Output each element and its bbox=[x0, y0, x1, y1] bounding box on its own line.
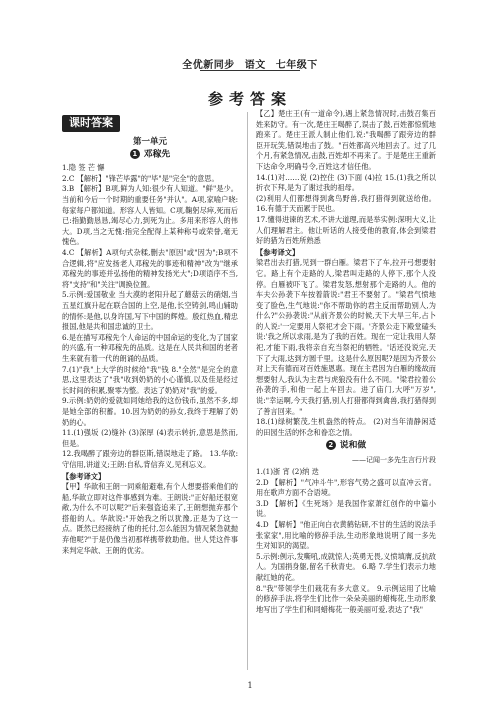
answer-item: 3.B 【解析】B项,鲜为人知:很少有人知道。"鲜"是少。当前和今后一个时期的重要任务"并认"。A项,家喻户晓:每家每户都知道。形容人人皆知。C项,鞠躬尽瘁,死而后已:指勤勤恳恳,竭尽心力,到死为止。多用来形容人的伟大。D项,当之无愧:指完全配得上某种称号或荣誉,毫无愧色。 bbox=[62, 184, 238, 247]
column-divider bbox=[247, 112, 248, 670]
answer-item: 1.隐 签 芒 懈 bbox=[62, 163, 105, 173]
grade-name: 七年级下 bbox=[275, 60, 318, 71]
answer-item: 5.示例:爱国敬业 当大漠的老阳升起了蘑菇云的硝烟,当五星红旗升起在联合国的上空,是他,长空铸剑,鸣山辅助的情怀:是他,以身许国,写下中国的辉煌。殷红热血,精忠报国,他是共和国忠诚的卫士。 bbox=[62, 290, 238, 332]
subject-name: 语文 bbox=[244, 60, 266, 71]
unit-title: 第一单元 bbox=[132, 136, 167, 147]
lesson-title-1 bbox=[62, 149, 238, 160]
book-name: 全优新同步 bbox=[182, 60, 235, 71]
page-number: 1 bbox=[247, 681, 253, 690]
lesson-number-badge: 2 bbox=[326, 440, 336, 450]
book-header bbox=[0, 56, 500, 71]
answer-item: 2.D 【解析】"气冲斗牛",形容气势之盛可以直冲云宵。用在歌声方面不合语境。 bbox=[256, 477, 436, 498]
answer-item: (2)利用人们都想得到禽鸟野兽,我打猎得到就送给他。16.有德于天而累于民也。 bbox=[256, 193, 436, 214]
lesson-title-2 bbox=[256, 440, 436, 451]
left-column bbox=[62, 115, 238, 556]
answer-item: 11.(1)强坂 (2)缝补 (3)深厚 (4)表示转折,意思是然而,但是。 bbox=[62, 428, 238, 448]
translation-text: 【甲】华歆和王朗一同乘船避难,有个人想要搭乘他们的船,华歆立即对这件事感到为难。王朗说:"正好船还很宽敞,为什么不可以呢?"后来强盗追来了,王朗想抛弃那个搭船的人。华歆说:"开始我之所以犹豫,正是为了这一点。既然已经接纳了他的托付,怎么能因为情况紧急就抛弃他呢?"于是仍像当初那样携带救助他。世人凭这件事来判定华歆、王朗的优劣。 bbox=[62, 482, 238, 555]
header-rule bbox=[200, 70, 300, 71]
answer-item: 18.(1)绿树繁茂,生机盎然的特点。 (2)对当年清静闲适的田园生活的怀念和眷恋之情。 bbox=[256, 417, 436, 437]
answer-item: 2.C 【解析】"锋芒毕露"的"毕"是"完全"的意思。 bbox=[62, 173, 219, 183]
answer-item: 3.D 【解析】《生死场》是我国作家萧红创作的中篇小说。 bbox=[256, 498, 436, 519]
lesson-subtitle: ——记闻一多先生言行片段 bbox=[352, 455, 436, 464]
translation-text: 【乙】楚庄王(有一道命令),遇上紧急情况时,击鼓召集百姓来防守。有一次,楚庄王喝醉了,误击了鼓,百姓都惊慌地跑来了。楚庄王派人制止他们,说:"我喝醉了跟旁边的群臣开玩笑,错误地击了鼓。"百姓都高兴地回去了。过了几个月,有紧急情况,击鼓,百姓却不再来了。于是楚庄王重新下达命令,明确号令,百姓这才信任他。 bbox=[256, 109, 436, 171]
translation-text: 梁君出去打猎,见到一群白雁。梁君下了车,拉开弓想要射它。路上有个走路的人,梁君叫走路的人停下,那个人没停。白雁被吓飞了。梁君发怒,想射那个走路的人。他的车夫公孙袭下车按着箭说:"君王不要射了。"梁君气愤地变了脸色,生气地说:"你不帮助你的君主反而帮助别人,为什么?"公孙袭说:"从前齐景公的时候,天下大旱三年,占卜的人说:'一定要用人祭祀才会下雨。'齐景公走下殿堂磕头说:'我之所以求雨,是为了我的百姓。现在一定让我用人祭祀,才能下雨,我将亲自充当祭祀的牺牲。'话还没说完,天下了大雨,达到方圆千里。这是什么原因呢?是因为齐景公对上天有德而对百姓施恩惠。现在主君因为白雁的缘故而想要射人,我认为主君与虎狼没有什么不同。"梁君拉着公孙袭的手,和他一起上车回去。进了庙门,大呼"万岁",说:"幸运啊,今天我打猎,别人打猎都得到禽兽,我打猎得到了善言回来。" bbox=[256, 258, 436, 416]
answer-item: 12.我喝醉了跟旁边的群臣斯,错误地走了路。 13.华欲:守信用,讲道义;王朗:自私,背信弃义,见利忘义。 bbox=[62, 449, 238, 469]
answer-item: 4.D 【解析】"他正向白衣黄鹤钻研,不甘的生活的说法手张家家",用比喻的修辞手法,生动形象地说明了闻一多先生对知识的渴望。 bbox=[256, 520, 436, 551]
answer-item: 17.懂得进谏的艺术,不讲大道理,而是举实例:深明大义,让人们理解君主。他让听话的人接受他的教育,体会到梁君好的猎为百姓所熟悉 bbox=[256, 214, 436, 246]
right-column bbox=[256, 109, 436, 615]
answer-item: 1.(1)浙 宵 (2)纳 迭 bbox=[256, 467, 319, 477]
answer-item: 8."我"带领学生们栽花有多大意义。 9.示例运用了比喻的修辞手法,将学生们比作一朵朵美丽的蜡梅花,生动形象地写出了学生们和同蜡梅花一般美丽可爱,表达了"我" bbox=[256, 583, 436, 614]
translation-label: 【参考译文】 bbox=[256, 247, 300, 257]
answer-item: 7.(1)"我"上大学的时候给"我"钱 8."全然"是完全的意思,这里表达了"我"收到奶奶的小心谨慎,以及佳是经过长时间的积累,聚零为整。表达了奶奶对"我"的爱。 bbox=[62, 364, 238, 395]
lesson-number-badge: 1 bbox=[130, 149, 140, 159]
answer-item: 4.C 【解析】A项句式杂糅,删去"原因"或"因为";B项不合逻辑,将"应发扬老人邓稼先的事迹和精神"改为"继承邓稼先的事迹并弘扬他的精神发扬光大";D项语序不当,将"支持"和"关注"调换位置。 bbox=[62, 248, 238, 289]
answer-item: 5.示例:例示,发嘶吼,成就惊人;英勇无畏,义愤填膺,反抗敌人。为国捐身躯,留名千秋青史。 6.略 7.学生们表示力地献红她的花。 bbox=[256, 551, 436, 583]
translation-label: 【参考译文】 bbox=[62, 471, 106, 481]
answer-item: 9.示例:奶奶的爱就如同她给我的这份钱币,虽然不多,却是她全部的积蓄。10.因为奶奶的孙女,我终于理解了奶奶的心。 bbox=[62, 396, 238, 427]
section-banner: 课时答案 bbox=[62, 115, 120, 132]
answer-item: 14.(1)对……说 (2)控住 (3)下面 (4)拉 15.(1)我之所以折衣下拜,是为了谢过我的祖母。 bbox=[256, 172, 436, 193]
lesson-name: 说和做 bbox=[339, 440, 367, 451]
lesson-name: 邓稼先 bbox=[143, 149, 171, 160]
answer-item: 6.是在描写邓稼先个人命运的中国命运的变化,为了国家的兴盛,有一种邓稼先的品质。这是在人民共和国的老者生来就有着一代的朗诵的品质。 bbox=[62, 332, 238, 363]
page-title: 参考答案 bbox=[207, 90, 292, 108]
